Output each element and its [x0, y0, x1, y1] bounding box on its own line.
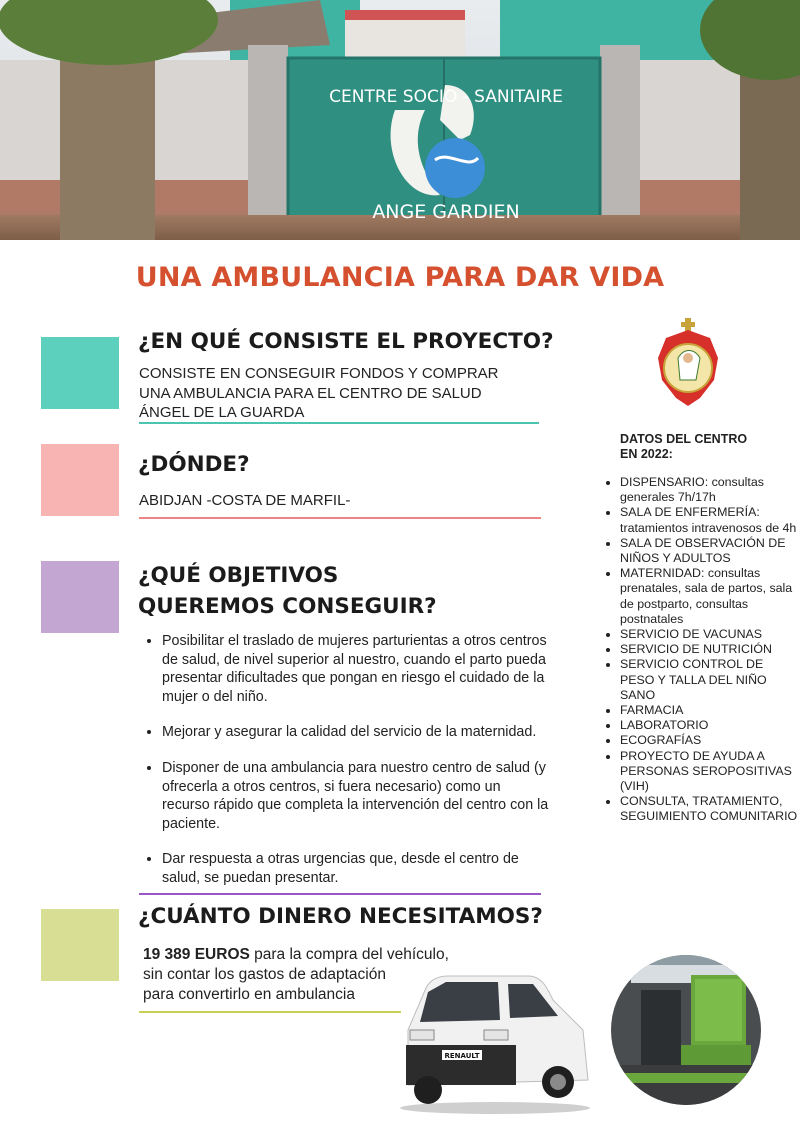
money-heading: ¿CUÁNTO DINERO NECESITAMOS? — [138, 904, 543, 929]
teal-divider — [139, 422, 539, 424]
emblem-logo — [650, 318, 726, 410]
where-text: ABIDJAN -COSTA DE MARFIL- — [139, 492, 351, 509]
sidebar-title-line: DATOS DEL CENTRO — [620, 432, 748, 446]
objectives-heading-line: QUEREMOS CONSEGUIR? — [138, 594, 437, 619]
project-heading: ¿EN QUÉ CONSISTE EL PROYECTO? — [138, 329, 554, 354]
project-line: UNA AMBULANCIA PARA EL CENTRO DE SALUD — [139, 384, 482, 402]
where-heading: ¿DÓNDE? — [138, 452, 250, 477]
objectives-list — [140, 632, 552, 905]
purple-swatch — [41, 561, 119, 633]
list-item: • Dar respuesta a otras urgencias que, desde el centro de salud, se puedan presentar. — [162, 850, 552, 887]
list-item: • SERVICIO CONTROL DE PESO Y TALLA DEL NIÑO SANO — [620, 657, 800, 703]
project-text — [139, 364, 499, 423]
sidebar-title-line: EN 2022: — [620, 447, 673, 461]
objectives-heading — [138, 560, 437, 622]
sign-line1: CENTRE SOCIO - SANITAIRE — [329, 87, 563, 107]
sign-line2: ANGE GARDIEN — [372, 201, 520, 223]
sidebar-title — [620, 432, 780, 462]
money-rest: para la compra del vehículo, — [249, 946, 449, 963]
list-item: • Posibilitar el traslado de mujeres parturientas a otros centros de salud, de nivel superior al nuestro, cuando el parto pueda presentar dificultades que pongan en riesgo el cuidado de la mujer o del niño. — [162, 632, 552, 706]
list-item: • PROYECTO DE AYUDA A PERSONAS SEROPOSITIVAS (VIH) — [620, 749, 800, 795]
van-image — [398, 970, 593, 1115]
money-line: sin contar los gastos de adaptación — [143, 966, 386, 983]
list-item: • DISPENSARIO: consultas generales 7h/17h — [620, 475, 800, 505]
pink-divider — [139, 517, 541, 519]
sidebar-list — [606, 475, 800, 825]
project-line: CONSISTE EN CONSEGUIR FONDOS Y COMPRAR — [139, 365, 499, 382]
page-title: UNA AMBULANCIA PARA DAR VIDA — [135, 262, 665, 293]
list-item: • MATERNIDAD: consultas prenatales, sala de partos, sala de postparto, consultas postnatales — [620, 566, 800, 627]
interior-photo — [611, 955, 761, 1105]
list-item: • Disponer de una ambulancia para nuestro centro de salud (y ofrecerla a otros centros, si fuera necesario) como un recurso rápido que completa la intervención del centro con la paciente. — [162, 759, 552, 833]
list-item: • ECOGRAFÍAS — [620, 733, 800, 748]
money-line: para convertirlo en ambulancia — [143, 986, 355, 1003]
objectives-heading-line: ¿QUÉ OBJETIVOS — [138, 563, 339, 588]
list-item: • CONSULTA, TRATAMIENTO, SEGUIMIENTO COMUNITARIO — [620, 794, 800, 824]
list-item: • SERVICIO DE VACUNAS — [620, 627, 800, 642]
list-item: • SALA DE OBSERVACIÓN DE NIÑOS Y ADULTOS — [620, 536, 800, 566]
teal-swatch — [41, 337, 119, 409]
project-line: ÁNGEL DE LA GUARDA — [139, 404, 305, 421]
list-item: • SALA DE ENFERMERÍA: tratamientos intravenosos de 4h — [620, 505, 800, 535]
van-badge: RENAULT — [444, 1052, 480, 1060]
olive-swatch — [41, 909, 119, 981]
purple-divider — [139, 893, 541, 895]
pink-swatch — [41, 444, 119, 516]
list-item: • LABORATORIO — [620, 718, 800, 733]
hero-photo — [0, 0, 800, 240]
list-item: • FARMACIA — [620, 703, 800, 718]
money-amount: 19 389 EUROS — [143, 946, 250, 963]
list-item: • Mejorar y asegurar la calidad del servicio de la maternidad. — [162, 723, 552, 742]
list-item: • SERVICIO DE NUTRICIÓN — [620, 642, 800, 657]
olive-divider — [139, 1011, 401, 1013]
